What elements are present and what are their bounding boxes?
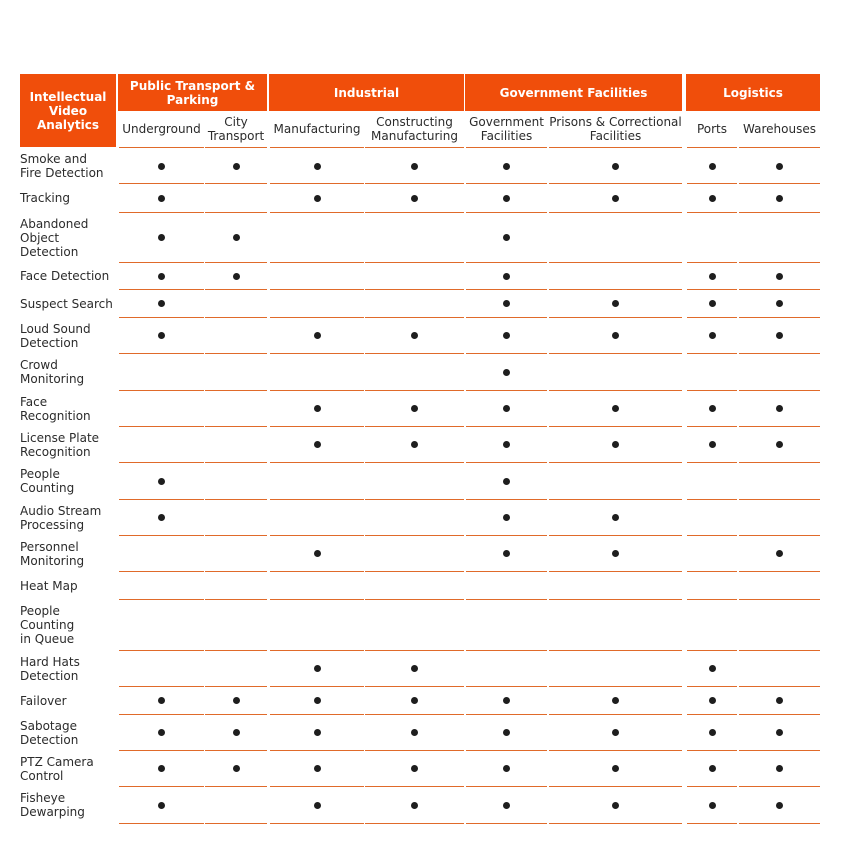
column-header: Constructing Manufacturing bbox=[365, 111, 464, 148]
row-divider bbox=[365, 650, 464, 651]
row-divider bbox=[205, 262, 267, 263]
column-header: Prisons & Correctional Facilities bbox=[549, 111, 682, 148]
availability-dot bbox=[776, 300, 783, 307]
row-label: License Plate Recognition bbox=[20, 430, 100, 459]
row-divider bbox=[687, 499, 737, 500]
row-divider bbox=[270, 183, 364, 184]
row-divider bbox=[270, 499, 364, 500]
availability-dot bbox=[612, 729, 619, 736]
row-divider bbox=[549, 786, 682, 787]
availability-dot bbox=[709, 729, 716, 736]
row-divider bbox=[119, 462, 204, 463]
row-divider bbox=[739, 317, 820, 318]
row-divider bbox=[687, 183, 737, 184]
availability-dot bbox=[314, 405, 321, 412]
row-divider bbox=[119, 571, 204, 572]
availability-dot bbox=[314, 802, 321, 809]
row-divider bbox=[687, 714, 737, 715]
row-divider bbox=[205, 353, 267, 354]
row-divider bbox=[205, 535, 267, 536]
availability-dot bbox=[314, 163, 321, 170]
row-divider bbox=[549, 317, 682, 318]
availability-dot bbox=[612, 332, 619, 339]
availability-dot bbox=[709, 273, 716, 280]
row-divider bbox=[270, 786, 364, 787]
availability-dot bbox=[709, 441, 716, 448]
availability-dot bbox=[776, 405, 783, 412]
row-divider bbox=[365, 599, 464, 600]
row-divider bbox=[205, 390, 267, 391]
availability-dot bbox=[314, 550, 321, 557]
row-divider bbox=[205, 499, 267, 500]
availability-dot bbox=[612, 300, 619, 307]
row-divider bbox=[466, 599, 547, 600]
row-divider bbox=[365, 686, 464, 687]
availability-dot bbox=[709, 665, 716, 672]
availability-dot bbox=[776, 729, 783, 736]
availability-dot bbox=[158, 802, 165, 809]
availability-dot bbox=[503, 273, 510, 280]
row-divider bbox=[687, 289, 737, 290]
availability-dot bbox=[776, 441, 783, 448]
row-divider bbox=[119, 686, 204, 687]
row-divider bbox=[119, 353, 204, 354]
row-divider bbox=[365, 823, 464, 824]
availability-dot bbox=[503, 765, 510, 772]
availability-dot bbox=[776, 163, 783, 170]
availability-dot bbox=[709, 405, 716, 412]
row-divider bbox=[466, 317, 547, 318]
row-divider bbox=[205, 714, 267, 715]
availability-dot bbox=[314, 195, 321, 202]
row-divider bbox=[119, 212, 204, 213]
availability-dot bbox=[612, 765, 619, 772]
row-divider bbox=[205, 571, 267, 572]
availability-dot bbox=[411, 332, 418, 339]
row-divider bbox=[270, 317, 364, 318]
row-divider bbox=[687, 571, 737, 572]
row-divider bbox=[739, 289, 820, 290]
row-divider bbox=[739, 262, 820, 263]
row-divider bbox=[270, 686, 364, 687]
row-divider bbox=[119, 750, 204, 751]
row-divider bbox=[365, 571, 464, 572]
availability-dot bbox=[776, 332, 783, 339]
row-divider bbox=[365, 262, 464, 263]
row-divider bbox=[365, 317, 464, 318]
row-divider bbox=[549, 535, 682, 536]
row-divider bbox=[549, 499, 682, 500]
row-label: Sabotage Detection bbox=[20, 718, 79, 747]
row-divider bbox=[739, 714, 820, 715]
row-divider bbox=[466, 426, 547, 427]
row-divider bbox=[549, 262, 682, 263]
row-divider bbox=[205, 823, 267, 824]
availability-dot bbox=[158, 765, 165, 772]
availability-dot bbox=[314, 697, 321, 704]
availability-dot bbox=[503, 195, 510, 202]
availability-dot bbox=[612, 405, 619, 412]
availability-dot bbox=[411, 441, 418, 448]
row-label: People Counting in Queue bbox=[20, 604, 75, 646]
row-divider bbox=[270, 262, 364, 263]
availability-dot bbox=[503, 441, 510, 448]
availability-dot bbox=[612, 163, 619, 170]
availability-dot bbox=[503, 729, 510, 736]
row-divider bbox=[549, 823, 682, 824]
row-divider bbox=[466, 353, 547, 354]
row-divider bbox=[270, 462, 364, 463]
row-label: Loud Sound Detection bbox=[20, 321, 91, 350]
row-divider bbox=[270, 535, 364, 536]
availability-dot bbox=[503, 163, 510, 170]
row-label: Failover bbox=[20, 693, 67, 708]
availability-dot bbox=[709, 300, 716, 307]
availability-dot bbox=[612, 441, 619, 448]
row-divider bbox=[739, 535, 820, 536]
row-divider bbox=[119, 823, 204, 824]
row-divider bbox=[687, 599, 737, 600]
availability-dot bbox=[503, 300, 510, 307]
row-divider bbox=[549, 571, 682, 572]
row-divider bbox=[270, 289, 364, 290]
row-label: PTZ Camera Control bbox=[20, 754, 94, 783]
row-divider bbox=[365, 750, 464, 751]
row-divider bbox=[270, 599, 364, 600]
availability-dot bbox=[314, 765, 321, 772]
availability-dot bbox=[158, 273, 165, 280]
row-divider bbox=[270, 212, 364, 213]
row-divider bbox=[466, 786, 547, 787]
row-divider bbox=[466, 535, 547, 536]
availability-dot bbox=[503, 697, 510, 704]
row-divider bbox=[739, 571, 820, 572]
availability-dot bbox=[411, 195, 418, 202]
availability-dot bbox=[411, 729, 418, 736]
corner-title: Intellectual Video Analytics bbox=[20, 74, 116, 147]
group-header: Industrial bbox=[269, 74, 464, 111]
row-divider bbox=[549, 462, 682, 463]
availability-dot bbox=[314, 441, 321, 448]
row-divider bbox=[270, 650, 364, 651]
availability-dot bbox=[612, 514, 619, 521]
row-divider bbox=[205, 426, 267, 427]
availability-dot bbox=[158, 234, 165, 241]
row-divider bbox=[205, 650, 267, 651]
row-divider bbox=[739, 390, 820, 391]
availability-dot bbox=[233, 273, 240, 280]
row-divider bbox=[466, 289, 547, 290]
availability-dot bbox=[233, 163, 240, 170]
row-divider bbox=[270, 571, 364, 572]
row-divider bbox=[119, 650, 204, 651]
availability-dot bbox=[709, 163, 716, 170]
row-divider bbox=[205, 462, 267, 463]
row-divider bbox=[365, 183, 464, 184]
row-divider bbox=[549, 714, 682, 715]
row-divider bbox=[466, 750, 547, 751]
row-divider bbox=[365, 212, 464, 213]
row-label: Face Recognition bbox=[20, 394, 91, 423]
row-divider bbox=[205, 183, 267, 184]
row-divider bbox=[119, 535, 204, 536]
row-divider bbox=[119, 183, 204, 184]
row-divider bbox=[119, 426, 204, 427]
row-divider bbox=[739, 183, 820, 184]
row-divider bbox=[687, 390, 737, 391]
column-header: Government Facilities bbox=[466, 111, 547, 148]
row-divider bbox=[687, 750, 737, 751]
row-divider bbox=[205, 599, 267, 600]
availability-dot bbox=[158, 163, 165, 170]
availability-dot bbox=[503, 405, 510, 412]
column-header: Underground bbox=[119, 111, 204, 148]
row-divider bbox=[549, 686, 682, 687]
row-divider bbox=[365, 499, 464, 500]
row-divider bbox=[466, 262, 547, 263]
row-divider bbox=[739, 823, 820, 824]
row-divider bbox=[549, 650, 682, 651]
row-divider bbox=[466, 499, 547, 500]
availability-dot bbox=[314, 332, 321, 339]
row-divider bbox=[466, 183, 547, 184]
row-divider bbox=[119, 262, 204, 263]
row-divider bbox=[687, 262, 737, 263]
row-label: Tracking bbox=[20, 191, 70, 205]
row-divider bbox=[739, 750, 820, 751]
availability-dot bbox=[411, 405, 418, 412]
row-divider bbox=[365, 390, 464, 391]
row-divider bbox=[549, 212, 682, 213]
row-divider bbox=[365, 353, 464, 354]
availability-dot bbox=[158, 697, 165, 704]
row-divider bbox=[205, 212, 267, 213]
row-label: Abandoned Object Detection bbox=[20, 216, 89, 259]
row-divider bbox=[119, 499, 204, 500]
availability-dot bbox=[411, 697, 418, 704]
row-divider bbox=[205, 289, 267, 290]
row-label: Personnel Monitoring bbox=[20, 539, 85, 568]
availability-dot bbox=[411, 163, 418, 170]
availability-dot bbox=[503, 369, 510, 376]
availability-dot bbox=[314, 729, 321, 736]
availability-dot bbox=[503, 478, 510, 485]
row-divider bbox=[466, 823, 547, 824]
row-divider bbox=[270, 750, 364, 751]
availability-dot bbox=[709, 332, 716, 339]
row-divider bbox=[466, 212, 547, 213]
row-divider bbox=[365, 462, 464, 463]
row-divider bbox=[739, 686, 820, 687]
row-divider bbox=[205, 750, 267, 751]
row-divider bbox=[119, 599, 204, 600]
row-divider bbox=[687, 535, 737, 536]
row-label: Suspect Search bbox=[20, 296, 113, 311]
availability-dot bbox=[233, 729, 240, 736]
row-divider bbox=[739, 212, 820, 213]
row-divider bbox=[739, 353, 820, 354]
availability-dot bbox=[158, 478, 165, 485]
availability-dot bbox=[233, 234, 240, 241]
availability-dot bbox=[158, 195, 165, 202]
row-divider bbox=[466, 650, 547, 651]
row-divider bbox=[549, 390, 682, 391]
row-divider bbox=[739, 499, 820, 500]
row-divider bbox=[365, 535, 464, 536]
availability-dot bbox=[612, 550, 619, 557]
row-divider bbox=[549, 353, 682, 354]
row-divider bbox=[739, 786, 820, 787]
availability-dot bbox=[612, 697, 619, 704]
row-divider bbox=[205, 786, 267, 787]
availability-dot bbox=[776, 195, 783, 202]
row-label: Audio Stream Processing bbox=[20, 503, 102, 532]
availability-dot bbox=[158, 514, 165, 521]
row-divider bbox=[687, 686, 737, 687]
availability-dot bbox=[411, 802, 418, 809]
row-divider bbox=[466, 390, 547, 391]
availability-dot bbox=[776, 550, 783, 557]
availability-dot bbox=[776, 802, 783, 809]
column-header: Ports bbox=[687, 111, 737, 148]
row-divider bbox=[739, 462, 820, 463]
row-divider bbox=[466, 462, 547, 463]
row-divider bbox=[687, 650, 737, 651]
row-label: Fisheye Dewarping bbox=[20, 791, 85, 819]
row-divider bbox=[739, 426, 820, 427]
column-header: City Transport bbox=[205, 111, 267, 148]
row-divider bbox=[549, 599, 682, 600]
availability-dot bbox=[503, 514, 510, 521]
row-divider bbox=[119, 786, 204, 787]
availability-dot bbox=[503, 234, 510, 241]
availability-dot bbox=[233, 765, 240, 772]
row-divider bbox=[466, 714, 547, 715]
availability-dot bbox=[503, 332, 510, 339]
row-divider bbox=[270, 390, 364, 391]
availability-dot bbox=[776, 697, 783, 704]
row-label: Crowd Monitoring bbox=[20, 358, 85, 386]
row-label: Smoke and Fire Detection bbox=[20, 152, 104, 180]
row-divider bbox=[119, 390, 204, 391]
availability-dot bbox=[776, 765, 783, 772]
availability-dot bbox=[709, 697, 716, 704]
row-divider bbox=[549, 426, 682, 427]
row-divider bbox=[549, 183, 682, 184]
row-divider bbox=[687, 426, 737, 427]
row-divider bbox=[119, 317, 204, 318]
group-header: Public Transport & Parking bbox=[118, 74, 267, 111]
row-divider bbox=[687, 786, 737, 787]
row-label: Heat Map bbox=[20, 578, 78, 593]
row-divider bbox=[270, 823, 364, 824]
row-label: Face Detection bbox=[20, 269, 110, 283]
row-divider bbox=[119, 714, 204, 715]
row-divider bbox=[365, 426, 464, 427]
column-header: Warehouses bbox=[739, 111, 820, 148]
availability-dot bbox=[158, 332, 165, 339]
row-label: Hard Hats Detection bbox=[20, 654, 80, 683]
availability-dot bbox=[233, 697, 240, 704]
row-divider bbox=[365, 289, 464, 290]
availability-dot bbox=[612, 195, 619, 202]
row-divider bbox=[466, 571, 547, 572]
row-divider bbox=[549, 289, 682, 290]
availability-dot bbox=[709, 195, 716, 202]
row-divider bbox=[119, 289, 204, 290]
row-divider bbox=[270, 353, 364, 354]
row-divider bbox=[687, 212, 737, 213]
group-header: Logistics bbox=[686, 74, 820, 111]
row-divider bbox=[687, 823, 737, 824]
row-divider bbox=[687, 353, 737, 354]
row-divider bbox=[365, 786, 464, 787]
availability-dot bbox=[776, 273, 783, 280]
availability-dot bbox=[503, 550, 510, 557]
availability-dot bbox=[411, 665, 418, 672]
row-divider bbox=[270, 426, 364, 427]
availability-dot bbox=[158, 300, 165, 307]
row-divider bbox=[739, 650, 820, 651]
availability-dot bbox=[612, 802, 619, 809]
row-divider bbox=[549, 750, 682, 751]
row-divider bbox=[365, 714, 464, 715]
availability-dot bbox=[709, 765, 716, 772]
availability-dot bbox=[158, 729, 165, 736]
availability-dot bbox=[709, 802, 716, 809]
row-divider bbox=[270, 714, 364, 715]
availability-dot bbox=[503, 802, 510, 809]
row-divider bbox=[466, 686, 547, 687]
row-divider bbox=[205, 686, 267, 687]
row-divider bbox=[687, 462, 737, 463]
availability-dot bbox=[314, 665, 321, 672]
row-label: People Counting bbox=[20, 467, 75, 495]
row-divider bbox=[205, 317, 267, 318]
row-divider bbox=[687, 317, 737, 318]
availability-dot bbox=[411, 765, 418, 772]
row-divider bbox=[739, 599, 820, 600]
column-header: Manufacturing bbox=[270, 111, 364, 148]
group-header: Government Facilities bbox=[465, 74, 682, 111]
